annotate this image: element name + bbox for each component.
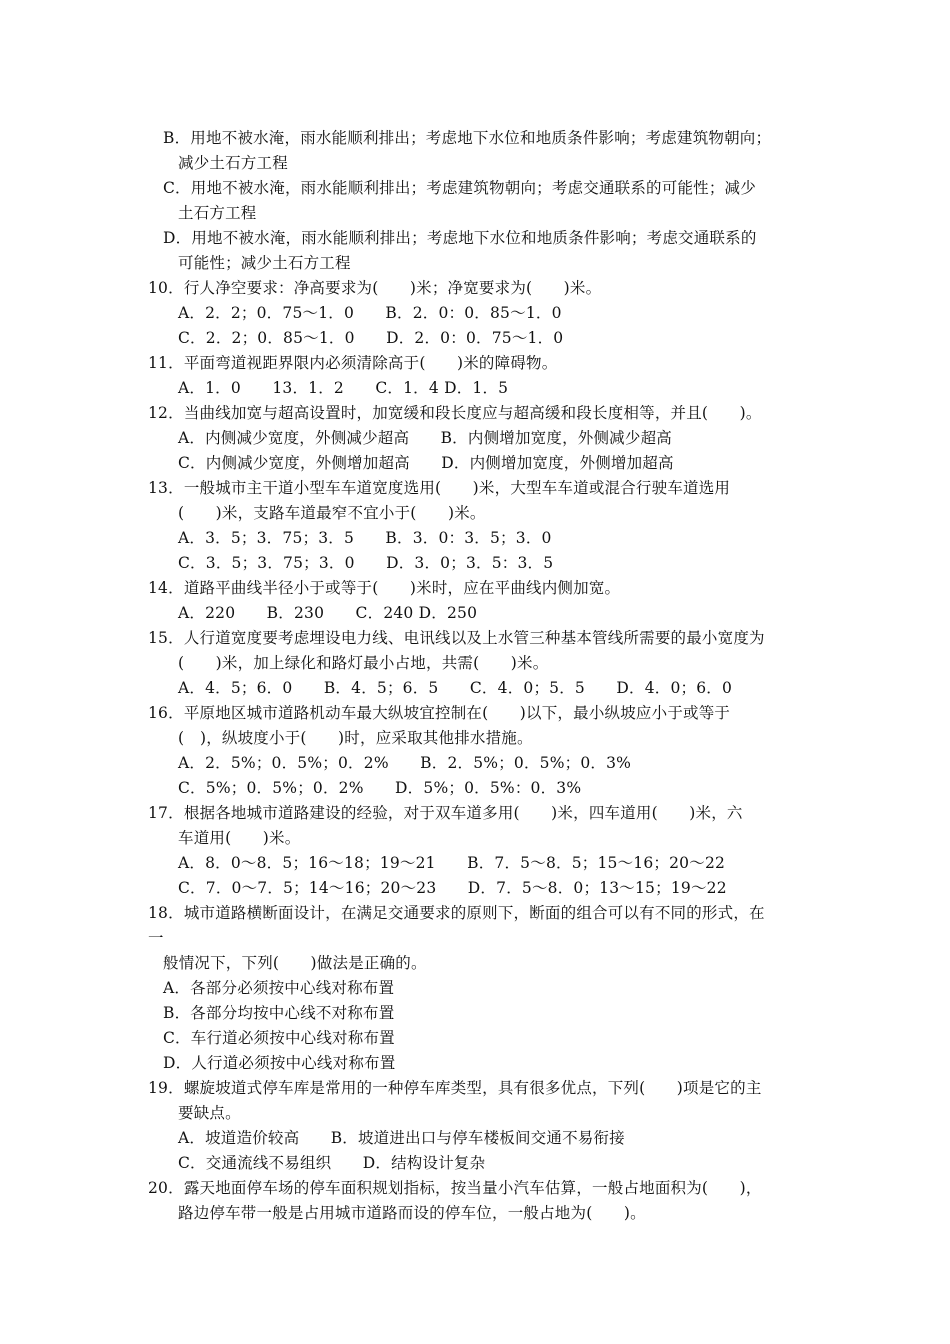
text-line: 13．一般城市主干道小型车车道宽度选用( )米，大型车车道或混合行驶车道选用	[148, 479, 731, 497]
text-line: 18．城市道路横断面设计，在满足交通要求的原则下，断面的组合可以有不同的形式，在	[148, 904, 765, 922]
text-line: ( )米，支路车道最窄不宜小于( )米。	[178, 504, 486, 522]
text-line: C．5%；0．5%；0．2% D．5%；0．5%：0．3%	[178, 779, 582, 797]
text-line: A．3．5；3．75；3．5 B．3．0：3．5；3．0	[178, 529, 552, 547]
text-line: 12．当曲线加宽与超高设置时，加宽缓和段长度应与超高缓和段长度相等，并且( )。	[148, 404, 762, 422]
text-line: 路边停车带一般是占用城市道路而设的停车位，一般占地为( )。	[178, 1204, 646, 1222]
text-line: A．1．0 13．1．2 C．1．4 D．1．5	[178, 379, 509, 397]
text-line: 16．平原地区城市道路机动车最大纵坡宜控制在( )以下，最小纵坡应小于或等于	[148, 704, 731, 722]
text-line: 19．螺旋坡道式停车库是常用的一种停车库类型，具有很多优点，下列( )项是它的主	[148, 1079, 762, 1097]
text-line: 车道用( )米。	[178, 829, 301, 847]
text-line: D．人行道必须按中心线对称布置	[163, 1054, 396, 1072]
text-line: 15．人行道宽度要考虑埋设电力线、电讯线以及上水管三种基本管线所需要的最小宽度为	[148, 629, 765, 647]
text-line: B．用地不被水淹，雨水能顺利排出；考虑地下水位和地质条件影响；考虑建筑物朝向；	[163, 129, 772, 147]
text-line: C．3．5；3．75；3．0 D．3．0；3．5：3．5	[178, 554, 554, 572]
text-line: A．内侧减少宽度，外侧减少超高 B．内侧增加宽度，外侧减少超高	[178, 429, 672, 447]
text-line: D．用地不被水淹，雨水能顺利排出；考虑地下水位和地质条件影响；考虑交通联系的	[163, 229, 757, 247]
text-line: 要缺点。	[178, 1104, 241, 1122]
text-line: A．2．2；0．75～1．0 B．2．0：0．85～1．0	[178, 304, 562, 322]
text-line: C．7．0～7．5；14～16；20～23 D．7．5～8．0；13～15；19～22	[178, 879, 727, 897]
text-line: C．内侧减少宽度，外侧增加超高 D．内侧增加宽度，外侧增加超高	[178, 454, 674, 472]
text-line: ( )，纵坡度小于( )时，应采取其他排水措施。	[178, 729, 533, 747]
text-line: C．2．2；0．85～1．0 D．2．0：0．75～1．0	[178, 329, 564, 347]
text-line: 14．道路平曲线半径小于或等于( )米时，应在平曲线内侧加宽。	[148, 579, 621, 597]
text-line: A．220 B．230 C．240 D．250	[178, 604, 478, 622]
text-line: 10．行人净空要求：净高要求为( )米；净宽要求为( )米。	[148, 279, 602, 297]
text-line: 般情况下，下列( )做法是正确的。	[163, 954, 427, 972]
text-line: 17．根据各地城市道路建设的经验，对于双车道多用( )米，四车道用( )米，六	[148, 804, 743, 822]
text-line: 土石方工程	[178, 204, 257, 222]
text-line: A．坡道造价较高 B．坡道进出口与停车楼板间交通不易衔接	[178, 1129, 625, 1147]
text-line: 一	[148, 929, 164, 947]
text-line: A．8．0～8．5；16～18；19～21 B．7．5～8．5；15～16；20～22	[178, 854, 726, 872]
text-line: C．交通流线不易组织 D．结构设计复杂	[178, 1154, 486, 1172]
text-line: B．各部分均按中心线不对称布置	[163, 1004, 395, 1022]
text-line: C．用地不被水淹，雨水能顺利排出；考虑建筑物朝向；考虑交通联系的可能性；减少	[163, 179, 756, 197]
text-line: C．车行道必须按中心线对称布置	[163, 1029, 395, 1047]
text-line: 11．平面弯道视距界限内必须清除高于( )米的障碍物。	[148, 354, 558, 372]
text-line: A．2．5%；0．5%；0．2% B．2．5%；0．5%；0．3%	[178, 754, 632, 772]
text-line: A．各部分必须按中心线对称布置	[163, 979, 395, 997]
text-line: 20．露天地面停车场的停车面积规划指标，按当量小汽车估算，一般占地面积为( )，	[148, 1179, 762, 1197]
text-line: A．4．5；6．0 B．4．5；6．5 C．4．0；5．5 D．4．0；6．0	[178, 679, 733, 697]
text-line: ( )米，加上绿化和路灯最小占地，共需( )米。	[178, 654, 549, 672]
text-line: 可能性；减少土石方工程	[178, 254, 351, 272]
text-line: 减少土石方工程	[178, 154, 288, 172]
